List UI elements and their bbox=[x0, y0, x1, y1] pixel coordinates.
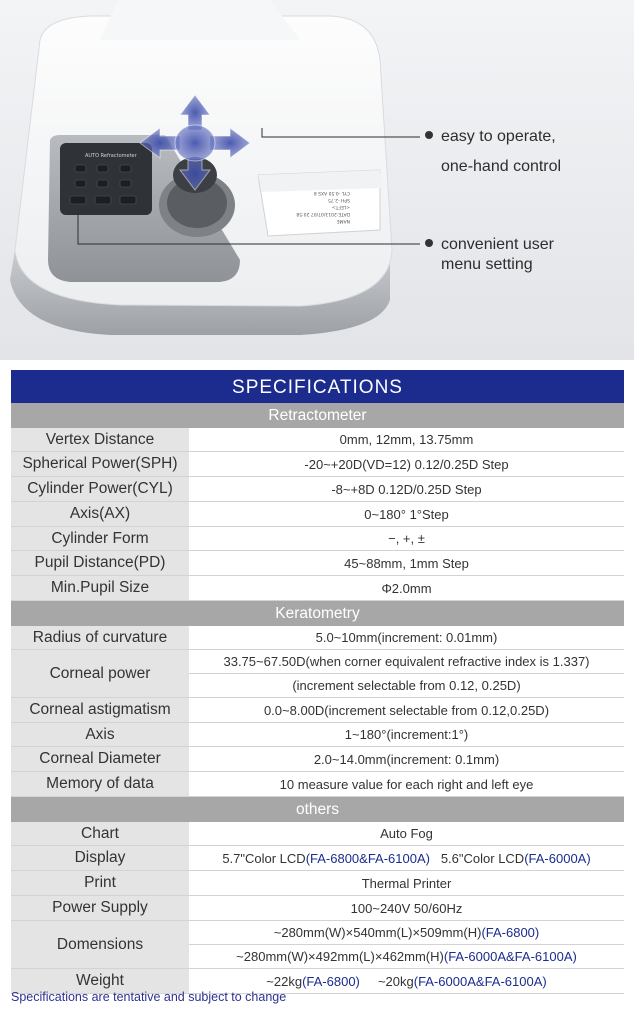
row-label: Radius of curvature bbox=[11, 626, 189, 649]
svg-text:SPH -2.75: SPH -2.75 bbox=[327, 197, 350, 202]
row-value: 5.0~10mm(increment: 0.01mm) bbox=[315, 630, 498, 645]
callout-easy-line1: easy to operate, bbox=[441, 128, 556, 145]
row-value: 33.75~67.50D(when corner equivalent refractive index is 1.337) (increment selectable from 0.12, 0.25D) bbox=[189, 650, 624, 697]
row-label: Pupil Distance(PD) bbox=[11, 551, 189, 575]
table-row bbox=[11, 650, 624, 698]
row-value: Φ2.0mm bbox=[381, 580, 432, 596]
specifications-table bbox=[11, 370, 624, 994]
row-value: 0mm, 12mm, 13.75mm bbox=[339, 432, 474, 447]
bullet-icon bbox=[425, 131, 433, 139]
row-value: -20~+20D(VD=12) 0.12/0.25D Step bbox=[304, 456, 509, 472]
row-label: Corneal Diameter bbox=[11, 747, 189, 771]
row-value: 100~240V 50/60Hz bbox=[350, 900, 463, 916]
row-label: Vertex Distance bbox=[11, 428, 189, 451]
row-value: −, +, ± bbox=[388, 531, 425, 546]
table-row bbox=[11, 551, 624, 576]
table-row bbox=[11, 576, 624, 601]
svg-text:<LEFT>: <LEFT> bbox=[331, 204, 350, 209]
footnote: Specifications are tentative and subject to change bbox=[11, 990, 287, 1004]
row-value: 0~180° 1°Step bbox=[364, 506, 449, 522]
table-row bbox=[11, 747, 624, 772]
table-row bbox=[11, 921, 624, 969]
specifications-title: SPECIFICATIONS bbox=[11, 370, 624, 403]
table-row bbox=[11, 896, 624, 921]
product-photo bbox=[0, 0, 634, 360]
device-illustration bbox=[0, 0, 634, 360]
table-row bbox=[11, 698, 624, 723]
svg-text:NAME: NAME bbox=[336, 218, 350, 223]
row-label: Axis bbox=[11, 723, 189, 746]
row-label: Spherical Power(SPH) bbox=[11, 452, 189, 476]
callout-menu-line2: menu setting bbox=[441, 256, 533, 273]
callout-easy bbox=[425, 126, 561, 178]
row-value: 45~88mm, 1mm Step bbox=[344, 555, 469, 571]
svg-text:AUTO Refractometer: AUTO Refractometer bbox=[85, 153, 137, 159]
callout-easy-line2: one-hand control bbox=[441, 158, 562, 175]
table-row bbox=[11, 846, 624, 871]
row-label: Min.Pupil Size bbox=[11, 576, 189, 600]
row-label: Chart bbox=[11, 822, 189, 845]
row-value: Auto Fog bbox=[380, 826, 433, 841]
row-value: 0.0~8.00D(increment selectable from 0.12,0.25D) bbox=[263, 702, 550, 718]
callout-menu bbox=[425, 235, 554, 275]
row-label: Memory of data bbox=[11, 772, 189, 796]
row-label: Corneal power bbox=[11, 650, 189, 697]
row-value: 5.7"Color LCD (FA-6800&FA-6100A) 5.6"Color LCD (FA-6000A) bbox=[222, 850, 591, 866]
row-value: Thermal Printer bbox=[361, 875, 452, 891]
row-label: Cylinder Power(CYL) bbox=[11, 477, 189, 501]
table-row bbox=[11, 452, 624, 477]
row-value: -8~+8D 0.12D/0.25D Step bbox=[331, 481, 482, 497]
svg-text:CYL -0.50 AXS 8: CYL -0.50 AXS 8 bbox=[313, 190, 350, 195]
table-row bbox=[11, 428, 624, 452]
row-value: 1~180°(increment:1°) bbox=[344, 727, 469, 742]
row-value: ~22kg (FA-6800) ~20kg (FA-6000A&FA-6100A) bbox=[266, 973, 547, 989]
row-value: 10 measure value for each right and left eye bbox=[279, 776, 534, 792]
table-row bbox=[11, 822, 624, 846]
section-keratometry: Keratometry bbox=[11, 601, 624, 626]
bullet-icon bbox=[425, 239, 433, 247]
section-retractometer: Retractometer bbox=[11, 403, 624, 428]
row-value: 2.0~14.0mm(increment: 0.1mm) bbox=[313, 751, 500, 767]
table-row bbox=[11, 527, 624, 551]
row-label: Weight bbox=[11, 969, 189, 993]
row-label: Axis(AX) bbox=[11, 502, 189, 526]
callout-menu-line1: convenient user bbox=[441, 236, 554, 253]
table-row bbox=[11, 477, 624, 502]
row-label: Domensions bbox=[11, 921, 189, 968]
table-row bbox=[11, 626, 624, 650]
row-label: Corneal astigmatism bbox=[11, 698, 189, 722]
table-row bbox=[11, 502, 624, 527]
row-value: ~280mm(W)×540mm(L)×509mm(H) (FA-6800) ~280mm(W)×492mm(L)×462mm(H) (FA-6000A&FA-6100A) bbox=[189, 921, 624, 968]
section-others: others bbox=[11, 797, 624, 822]
row-label: Print bbox=[11, 871, 189, 895]
row-label: Power Supply bbox=[11, 896, 189, 920]
row-label: Cylinder Form bbox=[11, 527, 189, 550]
table-row bbox=[11, 772, 624, 797]
table-row bbox=[11, 871, 624, 896]
table-row bbox=[11, 723, 624, 747]
row-label: Display bbox=[11, 846, 189, 870]
svg-text:DATE:2013/07/07 20:58: DATE:2013/07/07 20:58 bbox=[296, 211, 350, 216]
